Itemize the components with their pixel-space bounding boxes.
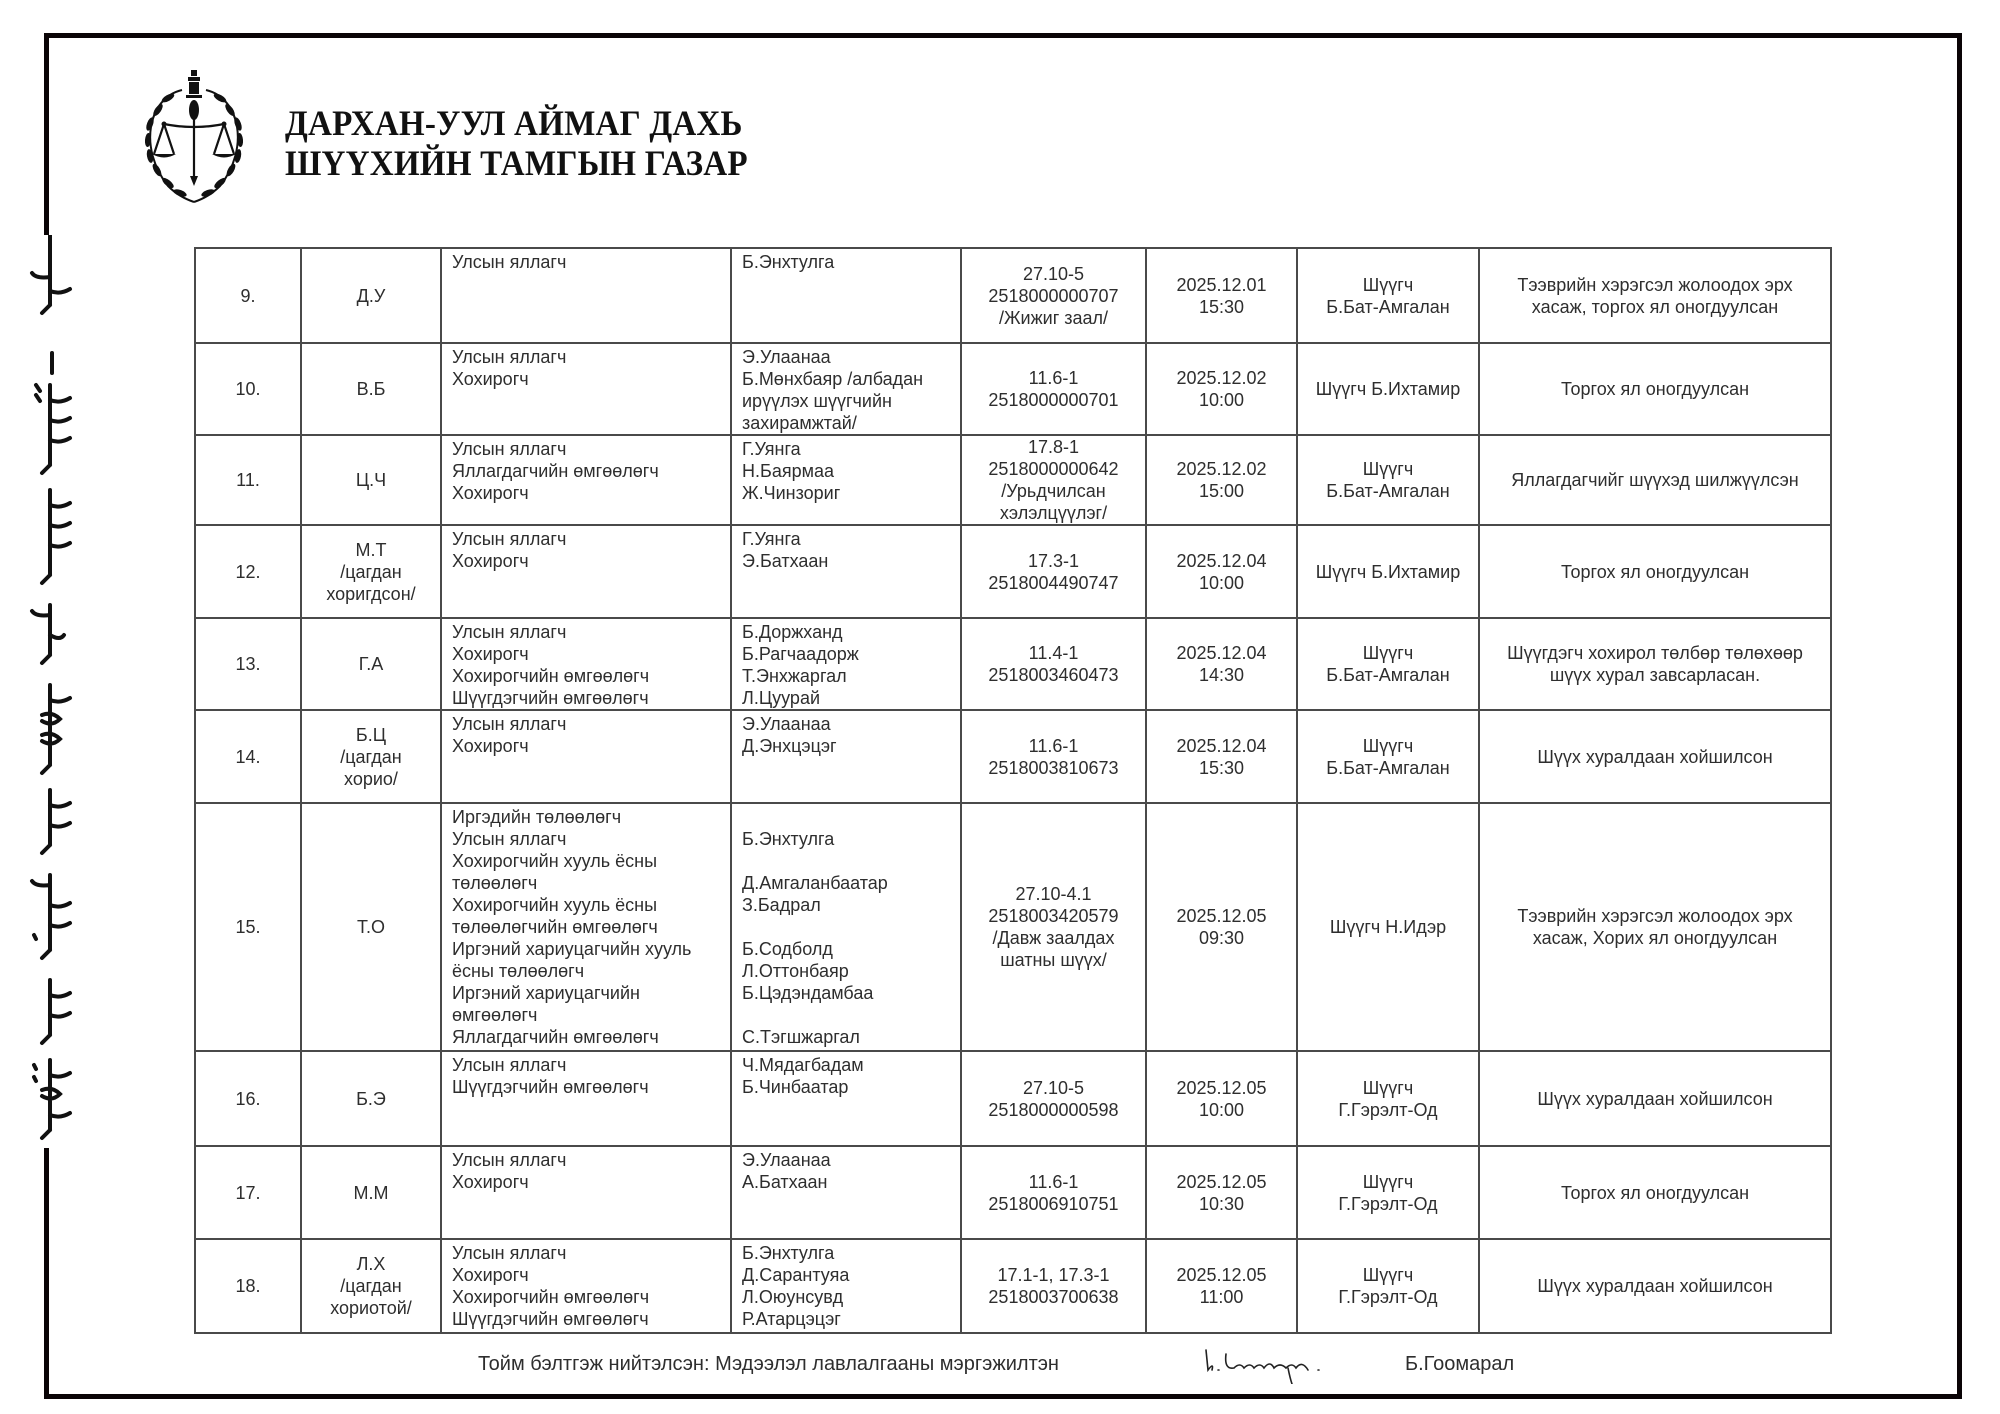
row-number: 18.	[235, 1276, 261, 1296]
case-number-line: 27.10-5	[1022, 263, 1085, 284]
hearing-datetime-cell	[1146, 710, 1297, 803]
defendant-name-line: хорио/	[344, 768, 398, 789]
organization-title	[285, 103, 788, 183]
participant-role-line: төлөөлөгчийн өмгөөлөгч	[452, 917, 658, 937]
hearing-datetime-line: 14:30	[1198, 665, 1245, 685]
judge-name-line: Б.Бат-Амгалан	[1326, 665, 1450, 685]
court-hearing-schedule-table	[194, 247, 1832, 1334]
participant-names-cell	[731, 1051, 961, 1146]
hearing-result-text: Торгох ял оногдуулсан	[1560, 1182, 1750, 1203]
participant-roles-cell	[441, 343, 731, 435]
hearing-datetime-cell	[1146, 618, 1297, 710]
participant-name-line: Э.Улаанаа	[742, 1150, 831, 1170]
handwritten-signature-icon	[1200, 1340, 1340, 1384]
participant-name-line: Л.Оттонбаяр	[742, 961, 849, 981]
case-number-line: 11.4-1	[1028, 643, 1079, 663]
case-number-cell	[961, 525, 1146, 618]
hearing-result-text: Шүүх хуралдаан хойшилсон	[1537, 746, 1773, 767]
case-number-cell	[961, 1051, 1146, 1146]
participant-name-line: Г.Уянга	[742, 529, 801, 549]
table-row	[195, 618, 1831, 710]
case-number-line: 2518003810673	[988, 757, 1119, 778]
hearing-datetime-line: 2025.12.01	[1176, 274, 1267, 295]
participant-name-line: Б.Энхтулга	[742, 1243, 835, 1263]
case-number-cell	[961, 1146, 1146, 1239]
participant-role-line: Улсын яллагч	[452, 829, 567, 849]
case-number-cell	[961, 343, 1146, 435]
defendant-cell	[301, 1051, 441, 1146]
defendant-name-line: В.Б	[356, 379, 386, 399]
participant-roles-cell	[441, 710, 731, 803]
participant-role-line: ёсны төлөөлөгч	[452, 961, 585, 981]
hearing-result-cell	[1479, 803, 1831, 1051]
defendant-cell	[301, 1239, 441, 1333]
judge-cell	[1297, 710, 1479, 803]
judge-cell	[1297, 618, 1479, 710]
table-row	[195, 1051, 1831, 1146]
row-number-cell	[195, 343, 301, 435]
participant-role-line: Шүүгдэгчийн өмгөөлөгч	[452, 1309, 649, 1329]
participant-role-line: Хохирогчийн хууль ёсны	[452, 851, 658, 871]
participant-names-cell	[731, 710, 961, 803]
judge-cell	[1297, 1051, 1479, 1146]
judge-name-line: Б.Бат-Амгалан	[1326, 481, 1450, 501]
participant-name-line: Б.Цэдэндамбаа	[742, 983, 874, 1003]
case-number-line: /Урьдчилсан	[1001, 481, 1106, 501]
defendant-name-line: Д.У	[356, 285, 386, 306]
judge-name-line: Г.Гэрэлт-Од	[1338, 1193, 1438, 1214]
participant-name-line: А.Батхаан	[742, 1172, 828, 1192]
participant-names-cell	[731, 435, 961, 525]
organization-title-line1: ДАРХАН-УУЛ АЙМАГ ДАХЬ	[285, 103, 743, 143]
row-number: 13.	[235, 654, 261, 674]
judge-name-line: Б.Бат-Амгалан	[1326, 757, 1450, 778]
case-number-line: 27.10-4.1	[1015, 884, 1092, 904]
participant-names-cell	[731, 1146, 961, 1239]
participant-name-line: Г.Уянга	[742, 439, 801, 459]
case-number-line: хэлэлцүүлэг/	[999, 503, 1108, 523]
participant-name-line: Б.Доржханд	[742, 622, 843, 642]
hearing-datetime-line: 2025.12.05	[1176, 906, 1267, 926]
participant-name-line	[742, 1004, 950, 1026]
participant-name-line: Ч.Мядагбадам	[742, 1055, 864, 1075]
participant-role-line: Хохирогч	[452, 736, 529, 756]
defendant-cell	[301, 435, 441, 525]
judge-cell	[1297, 1146, 1479, 1239]
hearing-result-cell	[1479, 1146, 1831, 1239]
case-number-line: 17.1-1, 17.3-1	[997, 1265, 1110, 1285]
case-number-line: шатны шүүх/	[1000, 950, 1107, 970]
participant-names-cell	[731, 803, 961, 1051]
participant-name-line: С.Тэгшжаргал	[742, 1027, 860, 1047]
participant-role-line: Улсын яллагч	[452, 714, 567, 734]
participant-name-line: Д.Сарантуяа	[742, 1265, 850, 1285]
participant-roles-cell	[441, 1051, 731, 1146]
participant-roles-cell	[441, 435, 731, 525]
row-number-cell	[195, 1051, 301, 1146]
organization-title-line2: ШҮҮХИЙН ТАМГЫН ГАЗАР	[285, 143, 748, 183]
hearing-result-cell	[1479, 435, 1831, 525]
hearing-datetime-line: 2025.12.04	[1176, 550, 1267, 571]
case-number-line: 2518000000642	[988, 459, 1119, 479]
case-number-line: 11.6-1	[1028, 1171, 1079, 1192]
case-number-line: 2518000000701	[988, 390, 1119, 410]
participant-role-line: өмгөөлөгч	[452, 1005, 538, 1025]
participant-role-line: Хохирогчийн өмгөөлөгч	[452, 1287, 650, 1307]
defendant-cell	[301, 343, 441, 435]
hearing-datetime-line: 2025.12.02	[1176, 459, 1267, 479]
participant-name-line: Б.Энхтулга	[742, 829, 835, 849]
table-row	[195, 248, 1831, 343]
participant-role-line: Яллагдагчийн өмгөөлөгч	[452, 461, 659, 481]
row-number: 17.	[235, 1182, 261, 1203]
frame-left-border-top	[44, 33, 49, 235]
judge-name-line: Шүүгч Н.Идэр	[1329, 917, 1447, 937]
participant-role-line: Улсын яллагч	[452, 347, 567, 367]
hearing-datetime-line: 10:00	[1198, 1099, 1245, 1120]
defendant-cell	[301, 248, 441, 343]
hearing-datetime-cell	[1146, 343, 1297, 435]
judge-name-line: Шүүгч	[1362, 459, 1414, 479]
participant-role-line: Хохирогч	[452, 644, 529, 664]
hearing-datetime-line: 15:30	[1198, 757, 1245, 778]
hearing-result-cell	[1479, 525, 1831, 618]
participant-name-line: Д.Амгаланбаатар	[742, 873, 888, 893]
hearing-datetime-line: 09:30	[1198, 928, 1245, 948]
hearing-result-cell	[1479, 618, 1831, 710]
participant-name-line: захирамжтай/	[742, 413, 857, 433]
judge-name-line: Шүүгч Б.Ихтамир	[1315, 561, 1461, 582]
participant-names-cell	[731, 343, 961, 435]
participant-role-line: Улсын яллагч	[452, 252, 567, 272]
defendant-name-line: Т.О	[356, 917, 385, 937]
hearing-datetime-line: 10:00	[1198, 390, 1245, 410]
participant-role-line: Улсын яллагч	[452, 1150, 567, 1170]
judge-cell	[1297, 803, 1479, 1051]
judge-name-line: Г.Гэрэлт-Од	[1338, 1287, 1438, 1307]
hearing-datetime-cell	[1146, 1146, 1297, 1239]
row-number: 14.	[235, 746, 261, 767]
hearing-datetime-cell	[1146, 248, 1297, 343]
defendant-name-line: Г.А	[358, 654, 384, 674]
row-number-cell	[195, 525, 301, 618]
hearing-result-text: Шүүх хуралдаан хойшилсон	[1537, 1088, 1773, 1109]
participant-roles-cell	[441, 618, 731, 710]
row-number-cell	[195, 1239, 301, 1333]
hearing-result-text: Тээврийн хэрэгсэл жолоодох эрх хасаж, торгох ял оногдуулсан	[1517, 274, 1793, 317]
row-number: 12.	[235, 561, 261, 582]
case-number-line: 11.6-1	[1028, 368, 1079, 388]
participant-name-line: ирүүлэх шүүгчийн	[742, 391, 892, 411]
row-number: 15.	[235, 917, 261, 937]
participant-roles-cell	[441, 1146, 731, 1239]
hearing-result-text: Торгох ял оногдуулсан	[1560, 379, 1750, 399]
participant-name-line	[742, 850, 950, 872]
hearing-result-text: Торгох ял оногдуулсан	[1560, 561, 1750, 582]
hearing-datetime-line: 2025.12.05	[1176, 1265, 1267, 1285]
defendant-name-line: Л.Х	[356, 1254, 386, 1274]
participant-role-line: Хохирогч	[452, 369, 529, 389]
hearing-result-cell	[1479, 1051, 1831, 1146]
participant-name-line	[742, 806, 950, 828]
defendant-name-line: /цагдан	[340, 746, 402, 767]
defendant-cell	[301, 618, 441, 710]
hearing-result-text: Шүүх хуралдаан хойшилсон	[1537, 1276, 1773, 1296]
judge-cell	[1297, 1239, 1479, 1333]
row-number: 11.	[236, 470, 260, 490]
defendant-cell	[301, 1146, 441, 1239]
judge-name-line: Шүүгч	[1362, 1077, 1414, 1098]
row-number-cell	[195, 710, 301, 803]
participant-role-line: Иргэдийн төлөөлөгч	[452, 807, 622, 827]
table-row	[195, 803, 1831, 1051]
scales-of-justice-emblem-icon	[138, 68, 250, 208]
participant-name-line: Э.Улаанаа	[742, 714, 831, 734]
hearing-result-cell	[1479, 248, 1831, 343]
defendant-name-line: Ц.Ч	[355, 470, 387, 490]
participant-role-line: Хохирогч	[452, 483, 529, 503]
table-row	[195, 343, 1831, 435]
participant-names-cell	[731, 618, 961, 710]
case-number-line: 17.3-1	[1027, 550, 1080, 571]
hearing-datetime-line: 11:00	[1199, 1287, 1244, 1307]
participant-role-line: Хохирогчийн хууль ёсны	[452, 895, 658, 915]
hearing-datetime-cell	[1146, 803, 1297, 1051]
participant-role-line: Улсын яллагч	[452, 439, 567, 459]
participant-name-line: Т.Энхжаргал	[742, 666, 847, 686]
participant-role-line: Яллагдагчийн өмгөөлөгч	[452, 1027, 659, 1047]
case-number-line: 17.8-1	[1027, 437, 1080, 457]
row-number-cell	[195, 803, 301, 1051]
hearing-datetime-line: 15:00	[1198, 481, 1245, 501]
judge-cell	[1297, 248, 1479, 343]
hearing-datetime-line: 15:30	[1198, 296, 1245, 317]
table-row	[195, 435, 1831, 525]
row-number-cell	[195, 248, 301, 343]
hearing-datetime-line: 2025.12.04	[1176, 643, 1267, 663]
case-number-line: /Жижиг заал/	[998, 307, 1109, 328]
case-number-cell	[961, 1239, 1146, 1333]
hearing-datetime-line: 2025.12.02	[1176, 368, 1267, 388]
participant-roles-cell	[441, 248, 731, 343]
signer-name: Б.Гоомарал	[1405, 1353, 1515, 1375]
hearing-datetime-line: 2025.12.05	[1176, 1171, 1267, 1192]
case-number-line: 2518003420579	[988, 906, 1119, 926]
participant-role-line: Иргэний хариуцагчийн	[452, 983, 640, 1003]
participant-name-line: Н.Баярмаа	[742, 461, 834, 481]
hearing-datetime-cell	[1146, 525, 1297, 618]
participant-name-line: Д.Энхцэцэг	[742, 736, 837, 756]
judge-name-line: Шүүгч	[1362, 643, 1414, 663]
table-row	[195, 1239, 1831, 1333]
participant-names-cell	[731, 525, 961, 618]
hearing-datetime-line: 2025.12.04	[1176, 735, 1267, 756]
prepared-by-label: Тойм бэлтгэж нийтэлсэн: Мэдээлэл лавлалгааны мэргэжилтэн	[478, 1353, 1059, 1375]
participant-roles-cell	[441, 1239, 731, 1333]
participant-name-line: Л.Цуурай	[742, 688, 821, 708]
case-number-line: 2518003460473	[988, 665, 1119, 685]
case-number-cell	[961, 248, 1146, 343]
hearing-result-text: Тээврийн хэрэгсэл жолоодох эрх хасаж, Хорих ял оногдуулсан	[1517, 906, 1793, 948]
participant-roles-cell	[441, 525, 731, 618]
participant-role-line: Иргэний хариуцагчийн хууль	[452, 939, 692, 959]
judge-name-line: Шүүгч	[1362, 735, 1414, 756]
defendant-name-line: М.Т	[355, 539, 387, 560]
table-row	[195, 1146, 1831, 1239]
mongolian-script-motto-icon	[20, 235, 76, 1147]
participant-name-line: Ж.Чинзориг	[742, 483, 841, 503]
participant-name-line: Э.Улаанаа	[742, 347, 831, 367]
defendant-name-line: /цагдан	[340, 1276, 402, 1296]
judge-name-line: Шүүгч	[1362, 1265, 1414, 1285]
judge-cell	[1297, 525, 1479, 618]
defendant-name-line: М.М	[353, 1182, 389, 1203]
case-number-cell	[961, 803, 1146, 1051]
participant-role-line: Улсын яллагч	[452, 1055, 567, 1075]
case-number-cell	[961, 710, 1146, 803]
case-number-line: 27.10-5	[1022, 1077, 1085, 1098]
case-number-line: 11.6-1	[1028, 735, 1079, 756]
defendant-name-line: хориотой/	[330, 1298, 412, 1318]
hearing-datetime-cell	[1146, 435, 1297, 525]
hearing-result-text: Яллагдагчийг шүүхэд шилжүүлсэн	[1511, 470, 1799, 490]
case-number-line: 2518006910751	[988, 1193, 1119, 1214]
judge-cell	[1297, 343, 1479, 435]
defendant-cell	[301, 803, 441, 1051]
hearing-result-cell	[1479, 343, 1831, 435]
participant-name-line: Э.Батхаан	[742, 551, 829, 571]
frame-left-border-bottom	[44, 1148, 49, 1399]
participant-role-line: Шүүгдэгчийн өмгөөлөгч	[452, 688, 649, 708]
participant-role-line: Шүүгдэгчийн өмгөөлөгч	[452, 1077, 649, 1097]
participant-names-cell	[731, 248, 961, 343]
participant-name-line: Б.Содболд	[742, 939, 833, 959]
row-number: 9.	[240, 285, 256, 306]
judge-name-line: Г.Гэрэлт-Од	[1338, 1099, 1438, 1120]
judge-name-line: Б.Бат-Амгалан	[1326, 296, 1450, 317]
case-number-line: 2518000000598	[988, 1099, 1119, 1120]
case-number-line: 2518004490747	[988, 572, 1119, 593]
hearing-datetime-line: 2025.12.05	[1176, 1077, 1267, 1098]
participant-name-line: Б.Чинбаатар	[742, 1077, 849, 1097]
defendant-name-line: /цагдан	[340, 561, 402, 582]
participant-role-line: Хохирогч	[452, 1265, 529, 1285]
case-number-line: 2518003700638	[988, 1287, 1119, 1307]
row-number-cell	[195, 435, 301, 525]
participant-role-line: Улсын яллагч	[452, 1243, 567, 1263]
judge-name-line: Шүүгч	[1362, 1171, 1414, 1192]
hearing-datetime-cell	[1146, 1239, 1297, 1333]
hearing-result-text: Шүүгдэгч хохирол төлбөр төлөхөөр шүүх хурал завсарласан.	[1507, 643, 1803, 685]
defendant-cell	[301, 525, 441, 618]
participant-name-line: Л.Оюунсувд	[742, 1287, 844, 1307]
row-number: 10.	[235, 379, 261, 399]
defendant-name-line: хоригдсон/	[326, 583, 416, 604]
participant-role-line: Улсын яллагч	[452, 529, 567, 549]
participant-roles-cell	[441, 803, 731, 1051]
participant-role-line: төлөөлөгч	[452, 873, 538, 893]
case-number-cell	[961, 618, 1146, 710]
defendant-name-line: Б.Ц	[355, 724, 387, 745]
participant-name-line: Б.Энхтулга	[742, 252, 835, 272]
participant-name-line	[742, 916, 950, 938]
hearing-result-cell	[1479, 1239, 1831, 1333]
participant-role-line: Хохирогч	[452, 551, 529, 571]
table-row	[195, 525, 1831, 618]
defendant-name-line: Б.Э	[356, 1088, 386, 1109]
case-number-line: /Давж заалдах	[992, 928, 1115, 948]
row-number-cell	[195, 618, 301, 710]
row-number: 16.	[235, 1088, 261, 1109]
participant-name-line: З.Бадрал	[742, 895, 821, 915]
row-number-cell	[195, 1146, 301, 1239]
judge-name-line: Шүүгч	[1362, 274, 1414, 295]
hearing-datetime-cell	[1146, 1051, 1297, 1146]
table-row	[195, 710, 1831, 803]
participant-name-line: Р.Атарцэцэг	[742, 1309, 841, 1329]
judge-cell	[1297, 435, 1479, 525]
participant-names-cell	[731, 1239, 961, 1333]
participant-role-line: Хохирогч	[452, 1172, 529, 1192]
hearing-result-cell	[1479, 710, 1831, 803]
hearing-datetime-line: 10:00	[1198, 572, 1245, 593]
participant-name-line: Б.Рагчаадорж	[742, 644, 859, 664]
judge-name-line: Шүүгч Б.Ихтамир	[1315, 379, 1461, 399]
participant-role-line: Улсын яллагч	[452, 622, 567, 642]
participant-role-line: Хохирогчийн өмгөөлөгч	[452, 666, 650, 686]
hearing-datetime-line: 10:30	[1198, 1193, 1245, 1214]
participant-name-line: Б.Мөнхбаяр /албадан	[742, 369, 924, 389]
case-number-cell	[961, 435, 1146, 525]
case-number-line: 2518000000707	[988, 285, 1119, 306]
defendant-cell	[301, 710, 441, 803]
